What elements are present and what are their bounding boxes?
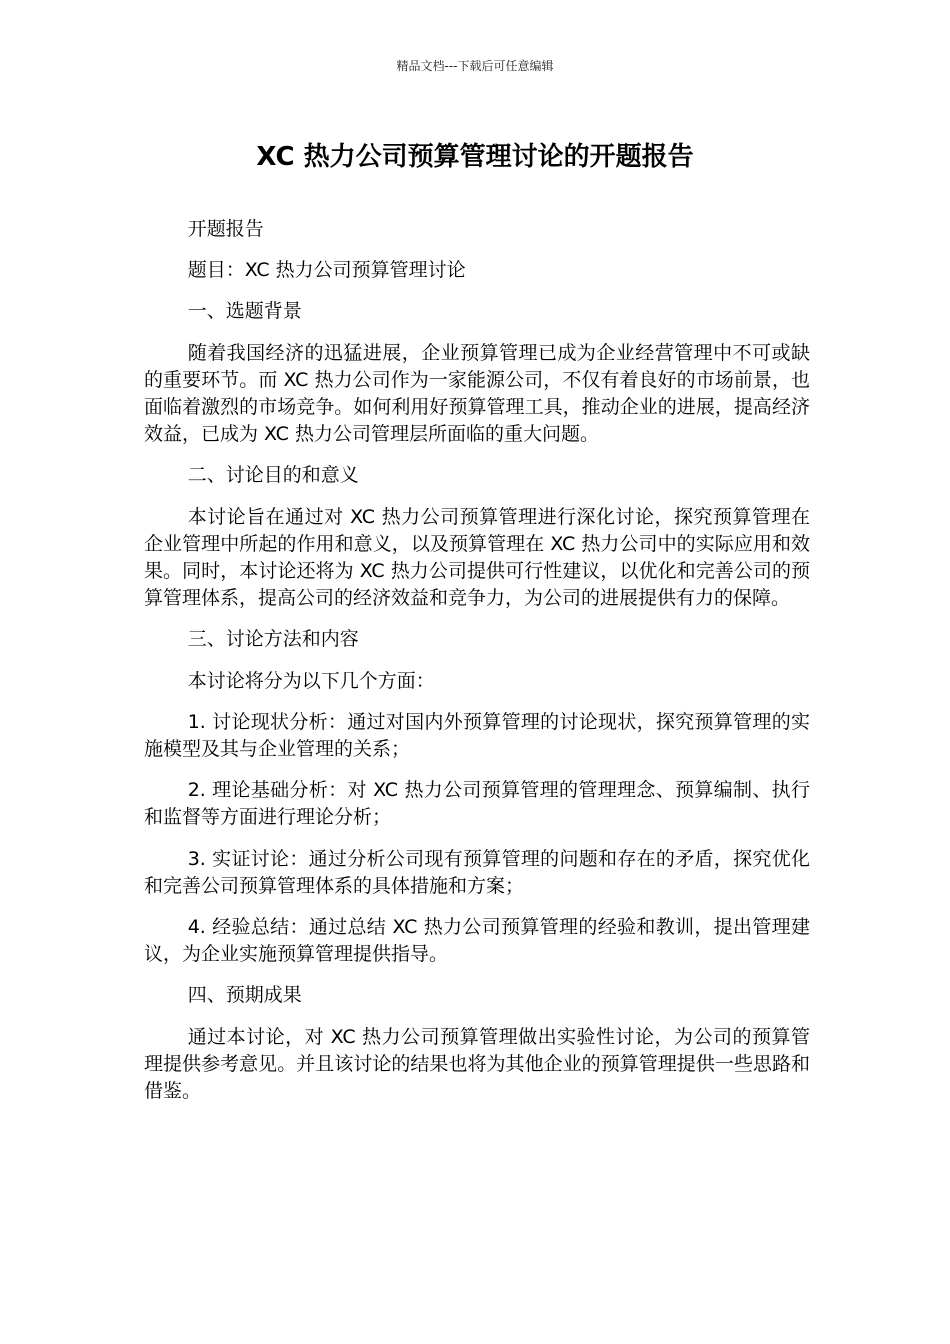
document-body (144, 216, 810, 1119)
report-label: 开题报告 (187, 218, 264, 240)
section-heading-background: 一、选题背景 (187, 300, 302, 323)
paragraph-purpose: 本讨论旨在通过对 XC 热力公司预算管理进行深化讨论，探究预算管理在企业管理中所起的作用和意义，以及预算管理在 XC 热力公司中的实际应用和效果。同时，本讨论还将为 XC 热力公司提供可行性建议，以优化和完善公司的预算管理体系，提高公司的经济效益和竞争力，为公司的进展提供有力的保障。 (144, 505, 810, 610)
header-note: 精品文档---下载后可任意编辑 (396, 59, 554, 73)
report-topic: 题目：XC 热力公司预算管理讨论 (187, 259, 466, 282)
list-item-3: 3. 实证讨论：通过分析公司现有预算管理的问题和存在的矛盾，探究优化和完善公司预算管理体系的具体措施和方案； (144, 847, 810, 897)
paragraph-background: 随着我国经济的迅猛进展，企业预算管理已成为企业经营管理中不可或缺的重要环节。而 XC 热力公司作为一家能源公司，不仅有着良好的市场前景，也面临着激烈的市场竞争。如何利用好预算管理工具，推动企业的进展，提高经济效益，已成为 XC 热力公司管理层所面临的重大问题。 (144, 341, 810, 446)
list-item-2: 2. 理论基础分析：对 XC 热力公司预算管理的管理理念、预算编制、执行和监督等方面进行理论分析； (144, 779, 810, 829)
paragraph-outcomes: 通过本讨论，对 XC 热力公司预算管理做出实验性讨论，为公司的预算管理提供参考意见。并且该讨论的结果也将为其他企业的预算管理提供一些思路和借鉴。 (144, 1025, 810, 1103)
section-heading-purpose: 二、讨论目的和意义 (187, 464, 359, 487)
document-title: XC 热力公司预算管理讨论的开题报告 (256, 142, 694, 172)
list-item-4: 4. 经验总结：通过总结 XC 热力公司预算管理的经验和教训，提出管理建议，为企业实施预算管理提供指导。 (144, 916, 810, 966)
paragraph-methods-intro: 本讨论将分为以下几个方面： (187, 669, 435, 692)
section-heading-methods: 三、讨论方法和内容 (187, 628, 359, 651)
list-item-1: 1. 讨论现状分析：通过对国内外预算管理的讨论现状，探究预算管理的实施模型及其与企业管理的关系； (144, 710, 810, 761)
section-heading-outcomes: 四、预期成果 (187, 984, 302, 1007)
